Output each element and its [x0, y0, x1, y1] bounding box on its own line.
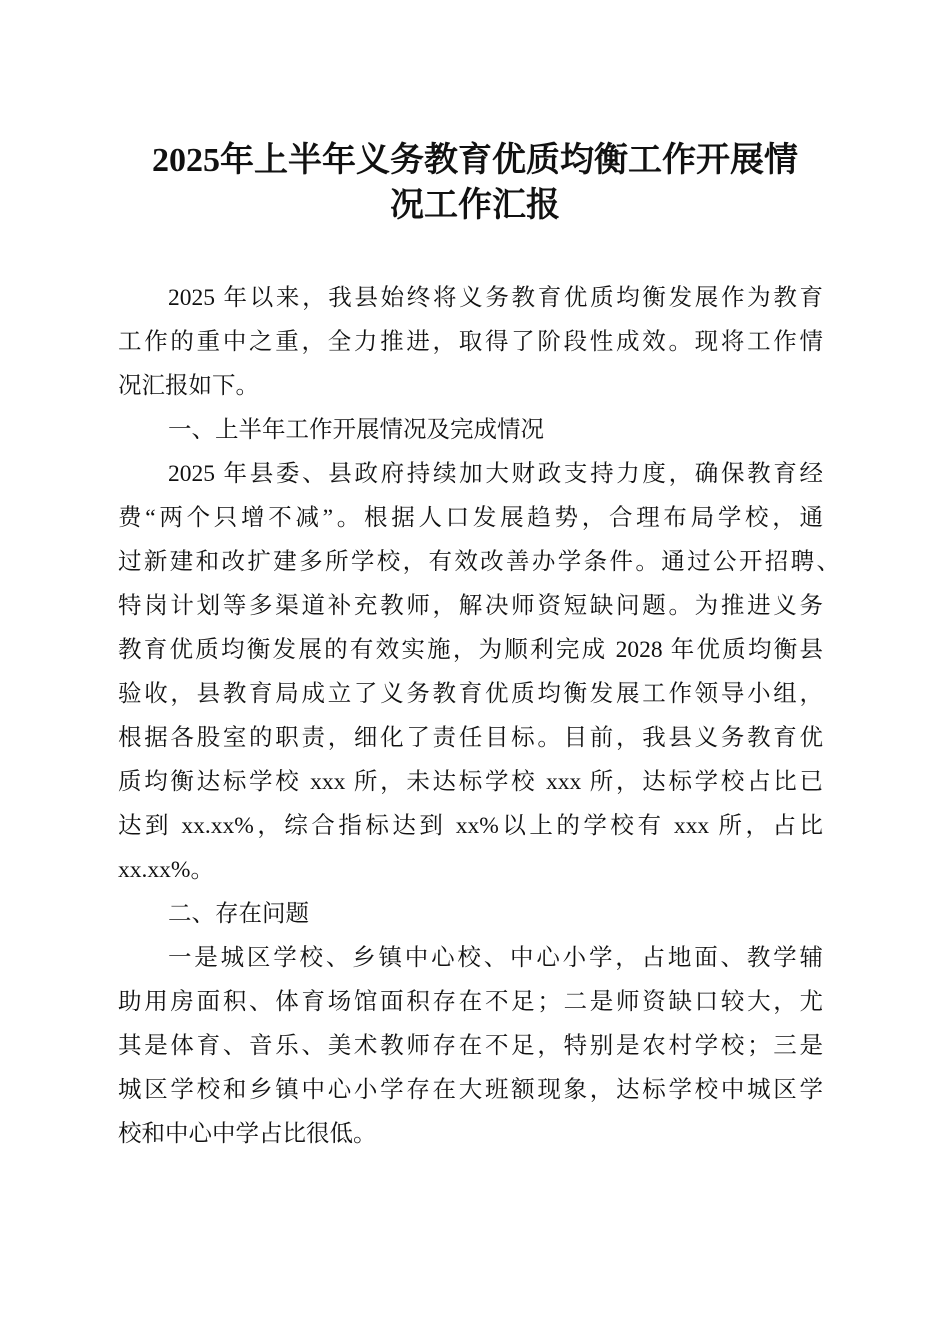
text-line: 况汇报如下。: [118, 373, 259, 399]
text-line: 教育优质均衡发展的有效实施，为顺利完成 2028 年优质均衡县: [118, 637, 823, 663]
text-line: 助用房面积、体育场馆面积存在不足；二是师资缺口较大，尤: [118, 989, 823, 1015]
section-heading: 二、存在问题: [168, 901, 309, 927]
intro-paragraph: [118, 276, 823, 408]
document-title: [0, 138, 950, 228]
text-line: 达到 xx.xx%，综合指标达到 xx%以上的学校有 xxx 所，占比: [118, 813, 823, 839]
text-line: 2025 年以来，我县始终将义务教育优质均衡发展作为教育: [168, 285, 823, 311]
section-heading: 一、上半年工作开展情况及完成情况: [168, 417, 544, 443]
text-line: 校和中心中学占比很低。: [118, 1121, 377, 1147]
text-line: 特岗计划等多渠道补充教师，解决师资短缺问题。为推进义务: [118, 593, 823, 619]
section1-paragraph: [118, 452, 840, 892]
text-line: 费“两个只增不减”。根据人口发展趋势，合理布局学校，通: [118, 505, 823, 531]
text-line: 验收，县教育局成立了义务教育优质均衡发展工作领导小组，: [118, 681, 823, 707]
title-line: 况工作汇报: [390, 187, 560, 224]
text-line: 过新建和改扩建多所学校，有效改善办学条件。通过公开招聘、: [118, 549, 840, 575]
text-line: 其是体育、音乐、美术教师存在不足，特别是农村学校；三是: [118, 1033, 823, 1059]
text-line: 2025 年县委、县政府持续加大财政支持力度，确保教育经: [168, 461, 823, 487]
text-line: 质均衡达标学校 xxx 所，未达标学校 xxx 所，达标学校占比已: [118, 769, 823, 795]
text-line: 工作的重中之重，全力推进，取得了阶段性成效。现将工作情: [118, 329, 823, 355]
text-line: xx.xx%。: [118, 857, 214, 883]
section2-paragraph: [118, 936, 823, 1156]
document-body: [118, 276, 840, 1156]
text-line: 一是城区学校、乡镇中心校、中心小学，占地面、教学辅: [168, 945, 823, 971]
title-line: 2025年上半年义务教育优质均衡工作开展情: [152, 142, 798, 179]
text-line: 城区学校和乡镇中心小学存在大班额现象，达标学校中城区学: [118, 1077, 823, 1103]
text-line: 根据各股室的职责，细化了责任目标。目前，我县义务教育优: [118, 725, 823, 751]
